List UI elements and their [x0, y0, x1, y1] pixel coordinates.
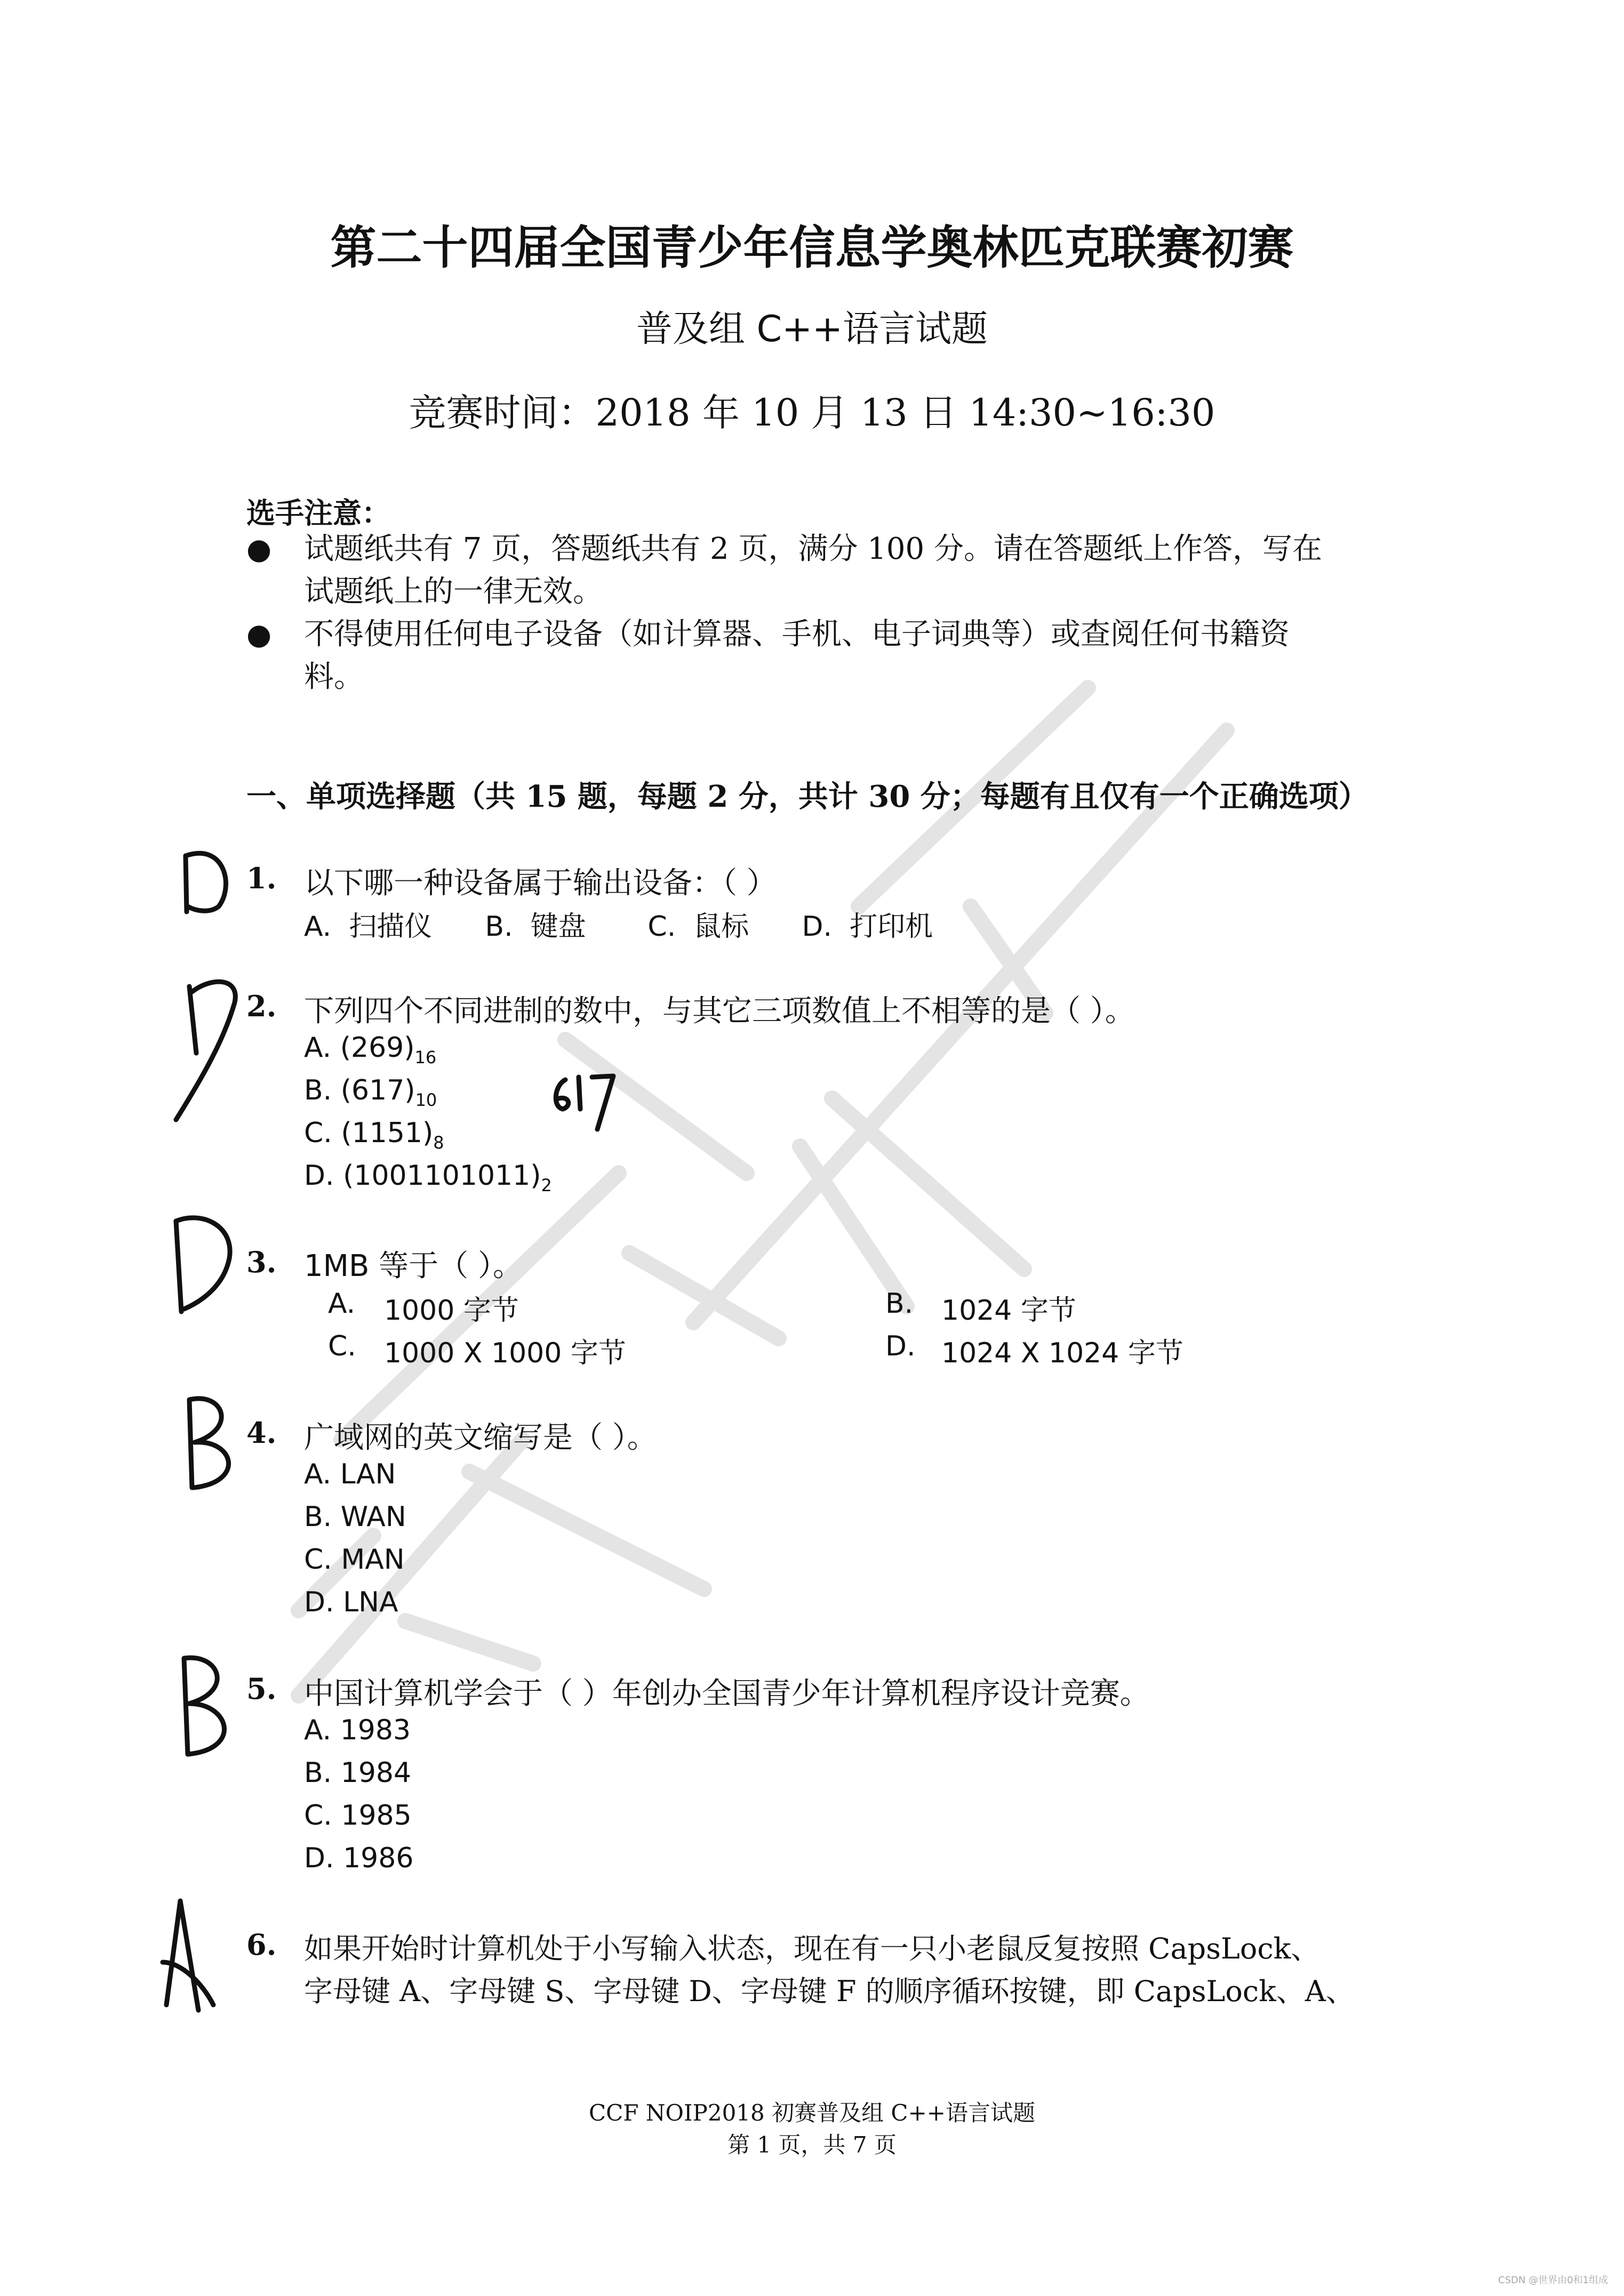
question-3-option-a-letter: A. [328, 1288, 356, 1320]
bullet-icon: ● [246, 617, 272, 651]
exam-time: 竞赛时间：2018 年 10 月 13 日 14:30~16:30 [409, 391, 1215, 435]
question-number: 2. [246, 989, 277, 1023]
question-3-option-c-letter: C. [328, 1330, 356, 1362]
bullet-icon: ● [246, 532, 272, 566]
footer-page-number: 第 1 页，共 7 页 [727, 2132, 897, 2158]
handwritten-answer-q6 [163, 1901, 213, 2010]
notice-item-1-line1: 试题纸共有 7 页，答题纸共有 2 页，满分 100 分。请在答题纸上作答，写在 [304, 532, 1322, 566]
question-5-option-d: D. 1986 [304, 1842, 414, 1874]
question-number: 4. [246, 1416, 277, 1450]
question-number: 3. [246, 1245, 277, 1279]
question-3-option-a: 1000 字节 [384, 1295, 519, 1327]
question-1-text: 以下哪一种设备属于输出设备：（ ） [304, 866, 777, 901]
question-2-text: 下列四个不同进制的数中，与其它三项数值上不相等的是（ ）。 [304, 994, 1135, 1029]
handwritten-answer-q1 [186, 853, 226, 912]
question-3-text: 1MB 等于（ ）。 [304, 1249, 523, 1283]
notice-item-2-line2: 料。 [304, 660, 364, 694]
question-5-text: 中国计算机学会于（ ）年创办全国青少年计算机程序设计竞赛。 [304, 1676, 1150, 1711]
question-3-option-b-letter: B. [885, 1288, 914, 1320]
handwritten-answer-q3 [176, 1218, 230, 1312]
question-3-option-d-letter: D. [885, 1330, 916, 1362]
question-6-text-line1: 如果开始时计算机处于小写输入状态，现在有一只小老鼠反复按照 CapsLock、 [304, 1932, 1320, 1965]
footer-title: CCF NOIP2018 初赛普及组 C++语言试题 [589, 2100, 1035, 2126]
notice-title: 选手注意： [246, 496, 390, 530]
handwritten-answer-q5 [184, 1658, 225, 1754]
question-number: 1. [246, 861, 277, 895]
section-heading: 一、单项选择题（共 15 题，每题 2 分，共计 30 分；每题有且仅有一个正确选项） [246, 779, 1369, 814]
question-4-option-c: C. MAN [304, 1544, 405, 1576]
question-6-text-line2: 字母键 A、字母键 S、字母键 D、字母键 F 的顺序循环按键，即 CapsLock、A、 [304, 1974, 1355, 2008]
question-number: 6. [246, 1928, 277, 1962]
question-4-option-b: B. WAN [304, 1501, 406, 1533]
question-3-option-d: 1024 X 1024 字节 [941, 1337, 1183, 1369]
handwritten-answer-q2 [176, 982, 235, 1120]
question-4-text: 广域网的英文缩写是（ ）。 [304, 1420, 657, 1455]
source-credit: CSDN @世界由0和1组成 [1498, 2275, 1608, 2286]
handwritten-note-q2 [556, 1076, 613, 1129]
question-4-option-a: A. LAN [304, 1458, 396, 1490]
notice-item-1-line2: 试题纸上的一律无效。 [304, 574, 603, 609]
question-2-option-d: D. $(1001101011)_2$ [304, 1160, 552, 1195]
question-3-option-b: 1024 字节 [941, 1295, 1076, 1327]
question-5-option-b: B. 1984 [304, 1757, 412, 1789]
question-2-option-a: A. $(269)_{16}$ [304, 1032, 437, 1067]
handwritten-answer-q4 [189, 1399, 229, 1488]
question-2-option-b: B. $(617)_{10}$ [304, 1074, 437, 1110]
notice-item-2-line1: 不得使用任何电子设备（如计算器、手机、电子词典等）或查阅任何书籍资 [304, 617, 1290, 652]
question-5-option-a: A. 1983 [304, 1714, 411, 1746]
question-4-option-d: D. LNA [304, 1586, 398, 1618]
page-subtitle: 普及组 C++语言试题 [636, 308, 988, 350]
question-2-option-c: C. $(1151)_8$ [304, 1117, 444, 1153]
question-3-option-c: 1000 X 1000 字节 [384, 1337, 626, 1369]
question-5-option-c: C. 1985 [304, 1800, 412, 1832]
page-title: 第二十四届全国青少年信息学奥林匹克联赛初赛 [330, 221, 1294, 275]
question-number: 5. [246, 1672, 277, 1706]
question-1-options: A. 扫描仪 B. 键盘 C. 鼠标 D. 打印机 [304, 911, 933, 943]
